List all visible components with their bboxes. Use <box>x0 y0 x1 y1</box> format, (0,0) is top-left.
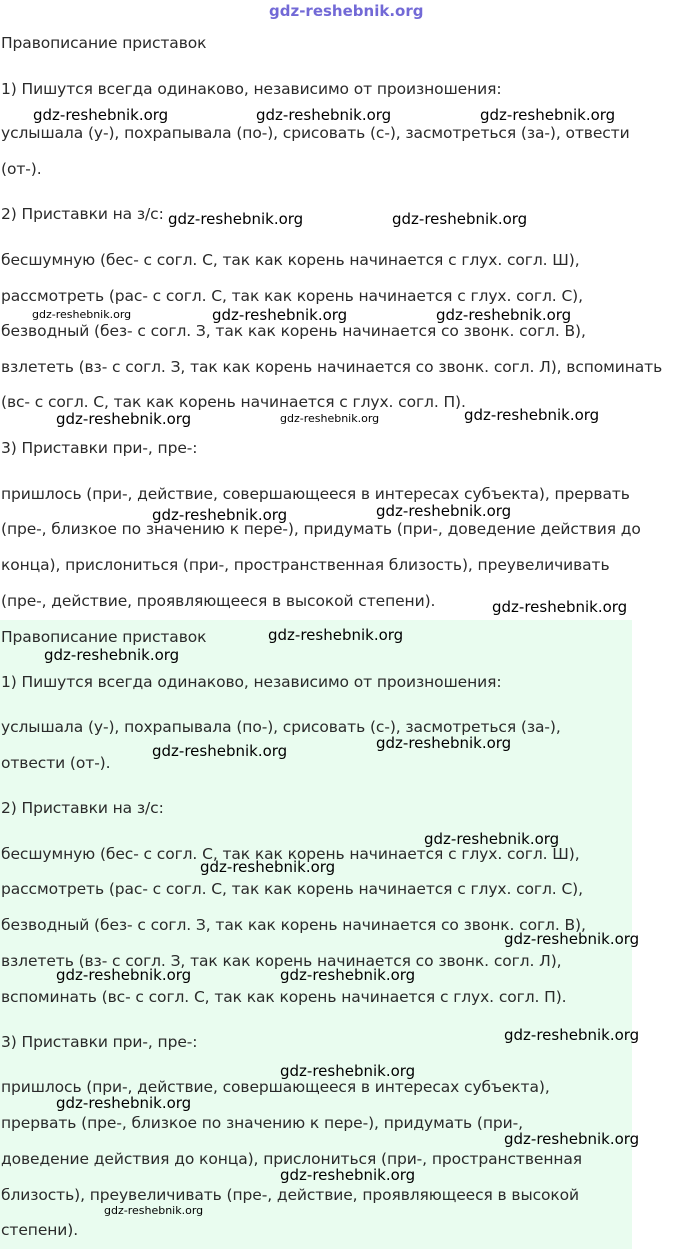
rule-2-text: вспоминать (вс- с согл. С, так как корень начинается с глух. согл. П). <box>1 988 567 1006</box>
rule-3-text: прервать (пре-, близкое по значению к пере-), придумать (при-, <box>1 1114 523 1132</box>
rule-2-text: рассмотреть (рас- с согл. С, так как корень начинается с глух. согл. С), <box>1 880 583 898</box>
rule-3-text: (пре-, действие, проявляющееся в высокой степени). <box>1 592 436 610</box>
watermark: gdz-reshebnik.org <box>280 412 380 425</box>
watermark: gdz-reshebnik.org <box>376 502 512 520</box>
watermark: gdz-reshebnik.org <box>56 1094 192 1112</box>
watermark: gdz-reshebnik.org <box>33 106 169 124</box>
rule-3-heading: 3) Приставки при-, пре-: <box>1 439 198 457</box>
rule-1-heading: 1) Пишутся всегда одинаково, независимо от произношения: <box>1 673 502 691</box>
rule-1-text: отвести (от-). <box>1 754 111 772</box>
rule-3-heading: 3) Приставки при-, пре-: <box>1 1033 198 1051</box>
rule-1-text: (от-). <box>1 160 42 178</box>
watermark: gdz-reshebnik.org <box>280 1062 416 1080</box>
section-title: Правописание приставок <box>1 628 207 646</box>
rule-2-text: бесшумную (бес- с согл. С, так как корень начинается с глух. согл. Ш), <box>1 845 580 863</box>
watermark: gdz-reshebnik.org <box>464 406 600 424</box>
watermark: gdz-reshebnik.org <box>256 106 392 124</box>
watermark: gdz-reshebnik.org <box>212 306 348 324</box>
watermark: gdz-reshebnik.org <box>104 1204 204 1217</box>
rule-2-heading: 2) Приставки на з/с: <box>1 799 164 817</box>
watermark: gdz-reshebnik.org <box>376 734 512 752</box>
watermark: gdz-reshebnik.org <box>268 626 404 644</box>
rule-2-text: рассмотреть (рас- с согл. С, так как корень начинается с глух. согл. С), <box>1 287 583 305</box>
watermark: gdz-reshebnik.org <box>424 830 560 848</box>
rule-3-text: доведение действия до конца), прислониться (при-, пространственная <box>1 1150 583 1168</box>
rule-2-text: взлететь (вз- с согл. З, так как корень начинается со звонк. согл. Л), вспоминать <box>1 358 663 376</box>
watermark: gdz-reshebnik.org <box>56 966 192 984</box>
watermark: gdz-reshebnik.org <box>168 210 304 228</box>
watermark: gdz-reshebnik.org <box>504 930 640 948</box>
watermark: gdz-reshebnik.org <box>492 598 628 616</box>
rule-3-text: пришлось (при-, действие, совершающееся в интересах субъекта), <box>1 1078 550 1096</box>
watermark: gdz-reshebnik.org <box>392 210 528 228</box>
watermark: gdz-reshebnik.org <box>152 506 288 524</box>
rule-1-text: услышала (у-), похрапывала (по-), срисовать (с-), засмотреться (за-), <box>1 718 561 736</box>
watermark: gdz-reshebnik.org <box>152 742 288 760</box>
watermark: gdz-reshebnik.org <box>269 2 424 20</box>
rule-3-text: близость), преувеличивать (пре-, действие, проявляющееся в высокой <box>1 1186 580 1204</box>
watermark: gdz-reshebnik.org <box>32 308 132 321</box>
watermark: gdz-reshebnik.org <box>200 858 336 876</box>
rule-2-text: безводный (без- с согл. З, так как корень начинается со звонк. согл. В), <box>1 916 586 934</box>
watermark: gdz-reshebnik.org <box>280 966 416 984</box>
rule-3-text: конца), прислониться (при-, пространственная близость), преувеличивать <box>1 556 610 574</box>
rule-2-text: взлететь (вз- с согл. З, так как корень начинается со звонк. согл. Л), <box>1 952 562 970</box>
rule-3-text: (пре-, близкое по значению к пере-), придумать (при-, доведение действия до <box>1 520 641 538</box>
watermark: gdz-reshebnik.org <box>504 1026 640 1044</box>
rule-1-text: услышала (у-), похрапывала (по-), срисовать (с-), засмотреться (за-), отвести <box>1 124 630 142</box>
watermark: gdz-reshebnik.org <box>504 1130 640 1148</box>
watermark: gdz-reshebnik.org <box>480 106 616 124</box>
rule-2-heading: 2) Приставки на з/с: <box>1 205 164 223</box>
rule-2-text: (вс- с согл. С, так как корень начинается с глух. согл. П). <box>1 393 466 411</box>
watermark: gdz-reshebnik.org <box>280 1166 416 1184</box>
watermark: gdz-reshebnik.org <box>436 306 572 324</box>
section-title: Правописание приставок <box>1 34 207 52</box>
rule-3-text: степени). <box>1 1221 79 1239</box>
watermark: gdz-reshebnik.org <box>44 646 180 664</box>
rule-2-text: бесшумную (бес- с согл. С, так как корень начинается с глух. согл. Ш), <box>1 251 580 269</box>
rule-1-heading: 1) Пишутся всегда одинаково, независимо от произношения: <box>1 80 502 98</box>
rule-3-text: пришлось (при-, действие, совершающееся в интересах субъекта), прервать <box>1 485 630 503</box>
rule-2-text: безводный (без- с согл. З, так как корень начинается со звонк. согл. В), <box>1 322 586 340</box>
watermark: gdz-reshebnik.org <box>56 410 192 428</box>
